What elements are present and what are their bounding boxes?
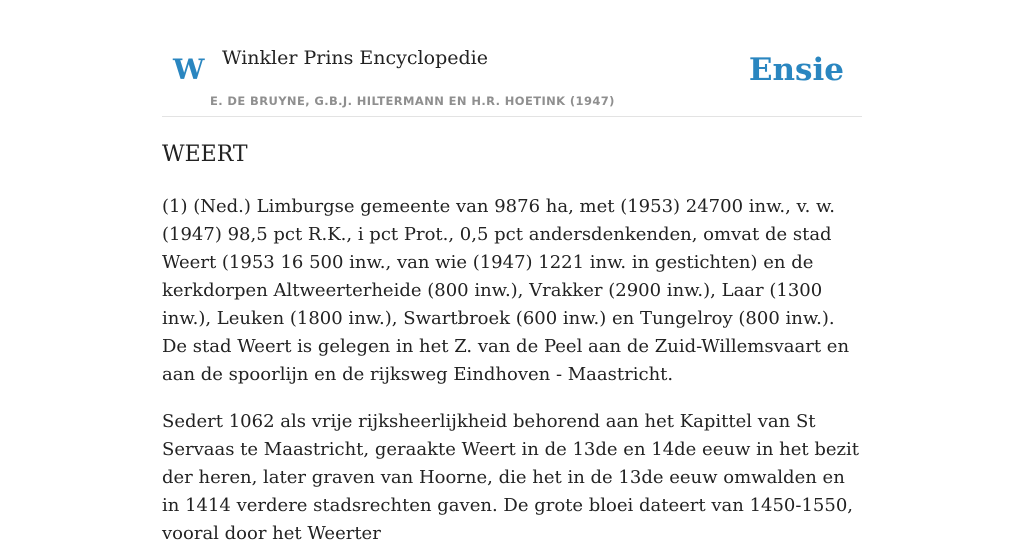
- source-title[interactable]: Winkler Prins Encyclopedie: [222, 47, 488, 69]
- source-authors: E. DE BRUYNE, G.B.J. HILTERMANN EN H.R. HOETINK (1947): [210, 94, 615, 108]
- ensie-logo[interactable]: Ensie: [748, 52, 844, 88]
- header: [162, 0, 862, 117]
- article-paragraph-1: (1) (Ned.) Limburgse gemeente van 9876 ha, met (1953) 24700 inw., v. w. (1947) 98,5 pct R.K., i pct Prot., 0,5 pct andersdenkenden, omvat de stad Weert (1953 16 500 inw., van wie (1947) 1221 inw. in gestichten) en de kerkdorpen Altweerterheide (800 inw.), Vrakker (2900 inw.), Laar (1300 inw.), Leuken (1800 inw.), Swartbroek (600 inw.) en Tungelroy (800 inw.). De stad Weert is gelegen in het Z. van de Peel aan de Zuid-Willemsvaart en aan de spoorlijn en de rijksweg Eindhoven - Maastricht.: [162, 196, 850, 385]
- source-logo[interactable]: W: [173, 53, 205, 86]
- article-paragraph-2: Sedert 1062 als vrije rijksheerlijkheid behorend aan het Kapittel van St Servaas te Maastricht, geraakte Weert in de 13de en 14de eeuw in het bezit der heren, later graven van Hoorne, die het in de 13de eeuw omwalden en in 1414 verdere stadsrechten gaven. De grote bloei dateert van 1450-1550, vooral door het Weerter: [162, 411, 859, 544]
- article-title: WEERT: [162, 142, 248, 167]
- article: [162, 138, 862, 548]
